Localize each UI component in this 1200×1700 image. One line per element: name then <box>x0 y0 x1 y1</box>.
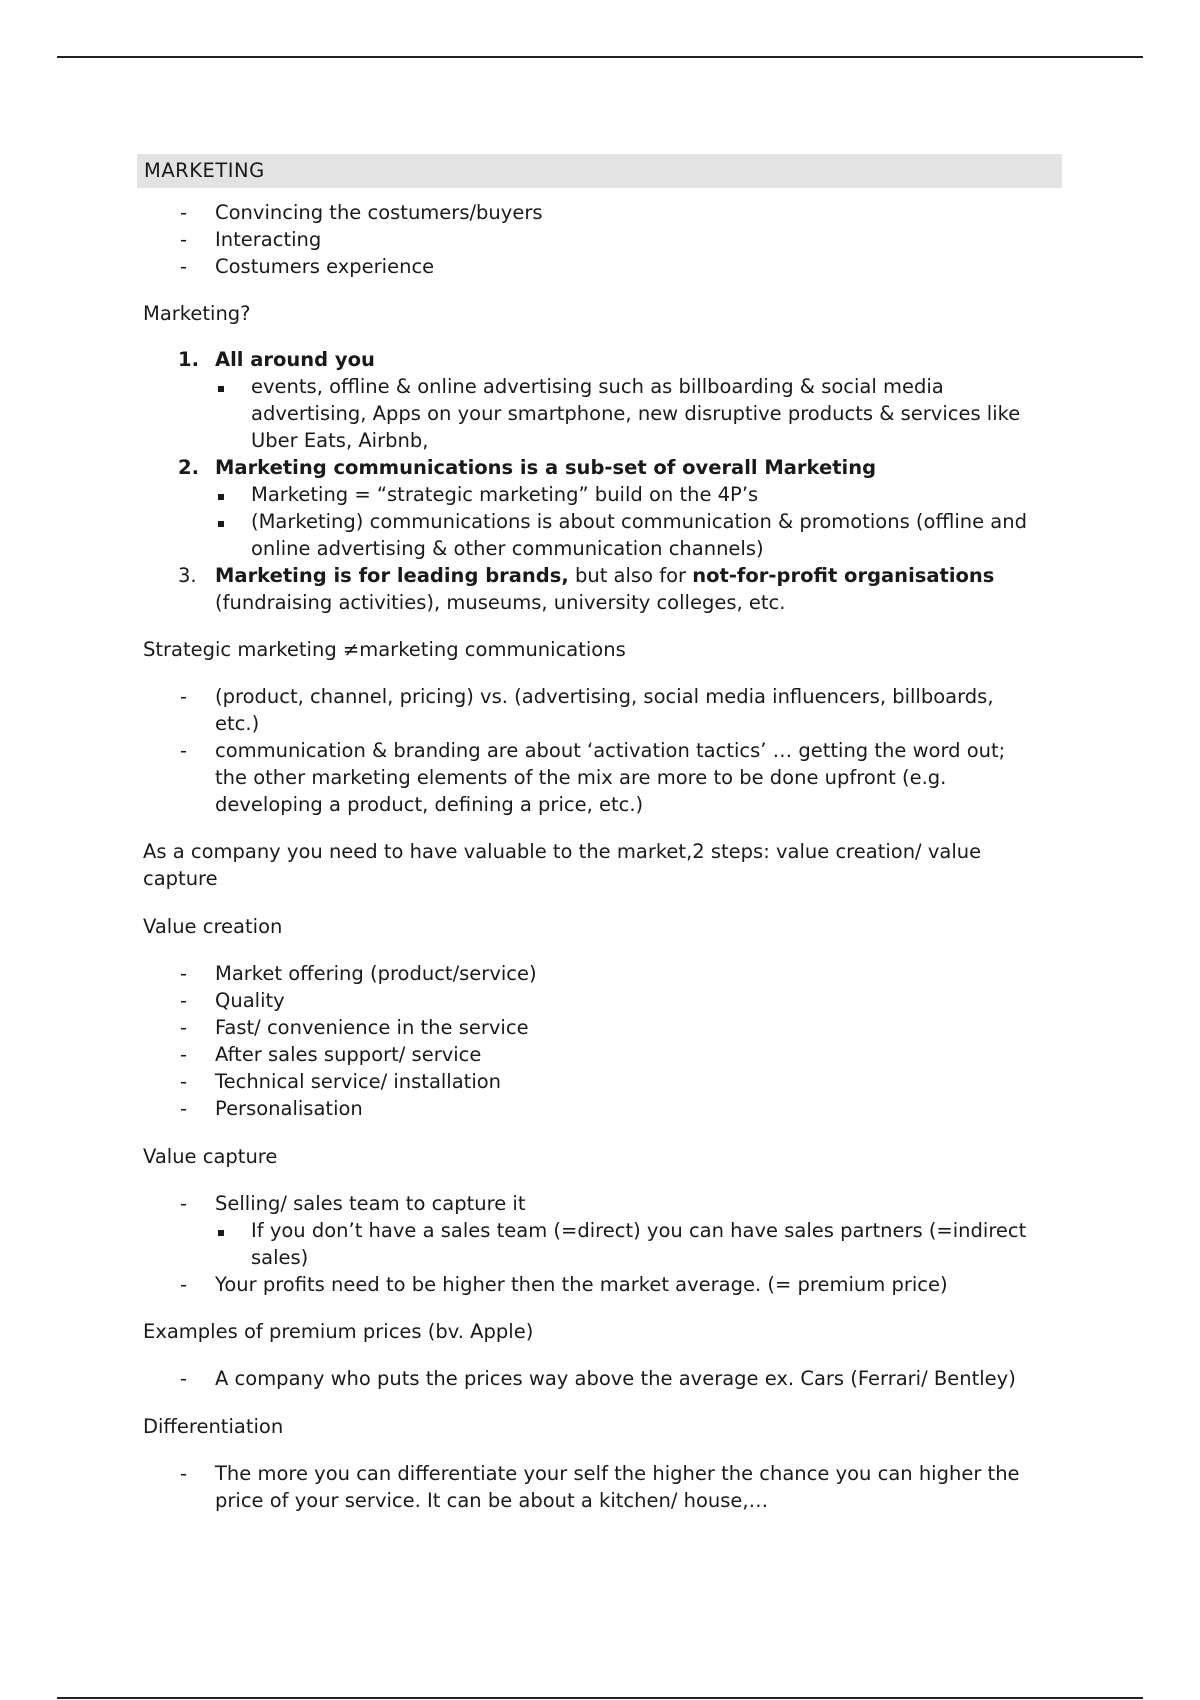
sub-item-line: If you don’t have a sales team (=direct) you can have sales partners (=indirect <box>251 1219 1027 1242</box>
text-run: but also for <box>568 564 693 587</box>
dash-bullet: - <box>180 1016 188 1039</box>
list-item: A company who puts the prices way above the average ex. Cars (Ferrari/ Bentley) <box>215 1367 1016 1390</box>
square-bullet <box>218 521 224 527</box>
list-item-line: (fundraising activities), museums, university colleges, etc. <box>215 591 786 614</box>
sub-item-line: (Marketing) communications is about communication & promotions (offline and <box>251 510 1027 533</box>
dash-bullet: - <box>180 228 188 251</box>
paragraph: Value creation <box>143 915 283 938</box>
dash-bullet: - <box>180 989 188 1012</box>
section-heading: MARKETING <box>144 159 265 182</box>
dash-bullet: - <box>180 255 188 278</box>
top-rule <box>57 56 1143 58</box>
paragraph-line: As a company you need to have valuable to the market,2 steps: value creation/ value <box>143 840 982 863</box>
dash-bullet: - <box>180 1367 188 1390</box>
dash-bullet: - <box>180 1192 188 1215</box>
sub-item-line: Marketing = “strategic marketing” build on the 4P’s <box>251 483 759 506</box>
dash-bullet: - <box>180 1462 188 1485</box>
sub-item-line: events, offline & online advertising such as billboarding & social media <box>251 375 944 398</box>
paragraph-line: capture <box>143 867 218 890</box>
paragraph: Value capture <box>143 1145 278 1168</box>
list-item-line: developing a product, defining a price, etc.) <box>215 793 644 816</box>
heading-bar <box>137 154 1062 188</box>
list-number: 1. <box>178 348 199 371</box>
dash-bullet: - <box>180 739 188 762</box>
list-item-line: price of your service. It can be about a kitchen/ house,… <box>215 1489 769 1512</box>
sub-item-line: advertising, Apps on your smartphone, new disruptive products & services like <box>251 402 1021 425</box>
dash-bullet: - <box>180 1273 188 1296</box>
paragraph: Strategic marketing ≠marketing communications <box>143 638 626 661</box>
list-item-line: the other marketing elements of the mix are more to be done upfront (e.g. <box>215 766 947 789</box>
dash-bullet: - <box>180 1043 188 1066</box>
square-bullet <box>218 386 224 392</box>
list-item: Quality <box>215 989 285 1012</box>
list-item: Costumers experience <box>215 255 435 278</box>
paragraph: Differentiation <box>143 1415 284 1438</box>
list-item-line: etc.) <box>215 712 260 735</box>
list-item: Interacting <box>215 228 322 251</box>
list-item: Technical service/ installation <box>215 1070 502 1093</box>
list-item: Personalisation <box>215 1097 363 1120</box>
sub-item-line: online advertising & other communication channels) <box>251 537 764 560</box>
list-item-title: All around you <box>215 348 375 371</box>
square-bullet <box>218 494 224 500</box>
list-item: Market offering (product/service) <box>215 962 537 985</box>
list-item-line: communication & branding are about ‘activation tactics’ … getting the word out; <box>215 739 1006 762</box>
list-item-title: Marketing communications is a sub-set of overall Marketing <box>215 456 877 479</box>
list-item: Selling/ sales team to capture it <box>215 1192 526 1215</box>
dash-bullet: - <box>180 1097 188 1120</box>
dash-bullet: - <box>180 685 188 708</box>
bold-phrase: not-for-profit organisations <box>692 564 995 587</box>
list-item: After sales support/ service <box>215 1043 482 1066</box>
bold-phrase: Marketing is for leading brands, <box>215 564 569 587</box>
list-item-line: (product, channel, pricing) vs. (advertising, social media influencers, billboards, <box>215 685 994 708</box>
paragraph: Marketing? <box>143 302 251 325</box>
dash-bullet: - <box>180 962 188 985</box>
list-number: 2. <box>178 456 199 479</box>
dash-bullet: - <box>180 1070 188 1093</box>
paragraph: Examples of premium prices (bv. Apple) <box>143 1320 534 1343</box>
bottom-rule <box>57 1697 1143 1699</box>
square-bullet <box>218 1230 224 1236</box>
list-item: Fast/ convenience in the service <box>215 1016 529 1039</box>
list-item-line <box>215 564 994 588</box>
list-number: 3. <box>178 564 197 587</box>
list-item: Your profits need to be higher then the market average. (= premium price) <box>215 1273 948 1296</box>
sub-item-line: sales) <box>251 1246 309 1269</box>
list-item-line: The more you can differentiate your self the higher the chance you can higher the <box>215 1462 1020 1485</box>
sub-item-line: Uber Eats, Airbnb, <box>251 429 429 452</box>
dash-bullet: - <box>180 201 188 224</box>
list-item: Convincing the costumers/buyers <box>215 201 543 224</box>
